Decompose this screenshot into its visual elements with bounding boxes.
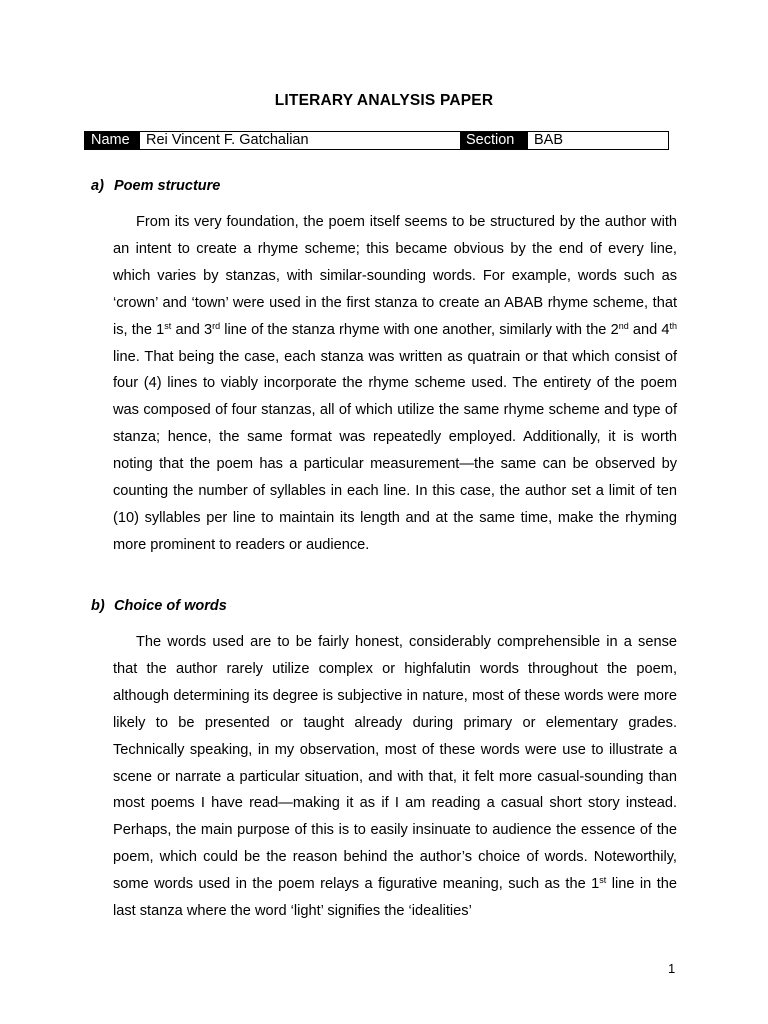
text-run: The words used are to be fairly honest, considerably comprehensible in a sense that the author rarely utilize complex or highfalutin words throughout the poem, although determining its degree is subjective in nature, most of these words were more likely to be presented or taught already during primary or elementary grades. Technically speaking, in my observation, most of these words were use to illustrate a scene or narrate a particular situation, and with that, it felt more casual-sounding than most poems I have read—making it as if I am reading a casual short story instead. Perhaps, the main purpose of this is to easily insinuate to audience the essence of the poem, which could be the reason behind the author’s choice of words. Noteworthily, some words used in the poem relays a figurative meaning, such as the 1	[113, 634, 677, 893]
text-run: From its very foundation, the poem itself seems to be structured by the author with an intent to create a rhyme scheme; this became obvious by the end of every line, which varies by stanzas, with similar-sounding words. For example, words such as ‘crown’ and ‘town’ were used in the first stanza to create an ABAB rhyme scheme, that is, the 1	[113, 214, 677, 338]
text-run: line of the stanza rhyme with one another, similarly with the 2	[220, 321, 619, 338]
name-value: Rei Vincent F. Gatchalian	[139, 132, 460, 149]
ordinal-suffix: st	[599, 875, 607, 886]
text-run: line. That being the case, each stanza was written as quatrain or that which consist of four (4) lines to viably incorporate the rhyme scheme used. The entirety of the poem was composed of four stanzas, all of which utilize the same rhyme scheme and type of stanza; hence, the same format was repeatedly employed. Additionally, it is worth noting that the poem has a particular measurement—the same can be observed by counting the number of syllables in each line. In this case, the author set a limit of ten (10) syllables per line to maintain its length and at the same time, make the rhyming more prominent to readers or audience.	[113, 348, 677, 553]
text-run: and 4	[628, 321, 670, 338]
ordinal-suffix: rd	[212, 320, 221, 331]
student-info-table	[84, 131, 669, 150]
page-number: 1	[668, 961, 676, 976]
section-b-marker: b)	[91, 598, 105, 614]
section-a-marker: a)	[91, 178, 104, 194]
name-label: Name	[85, 132, 139, 149]
section-b-heading	[91, 598, 227, 614]
text-run: and 3	[171, 321, 213, 338]
section-b-title: Choice of words	[114, 598, 227, 614]
document-title: LITERARY ANALYSIS PAPER	[274, 92, 494, 109]
ordinal-suffix: nd	[618, 320, 629, 331]
section-a-paragraph	[113, 209, 677, 559]
section-a-title: Poem structure	[114, 178, 221, 194]
text-run: line in the last stanza where the word ‘light’ signifies the ‘idealities’	[113, 876, 678, 920]
section-label: Section	[460, 132, 528, 149]
section-a-heading	[91, 178, 220, 194]
ordinal-suffix: th	[669, 320, 677, 331]
ordinal-suffix: st	[164, 320, 172, 331]
section-b-paragraph	[113, 629, 677, 925]
section-value: BAB	[534, 132, 564, 148]
